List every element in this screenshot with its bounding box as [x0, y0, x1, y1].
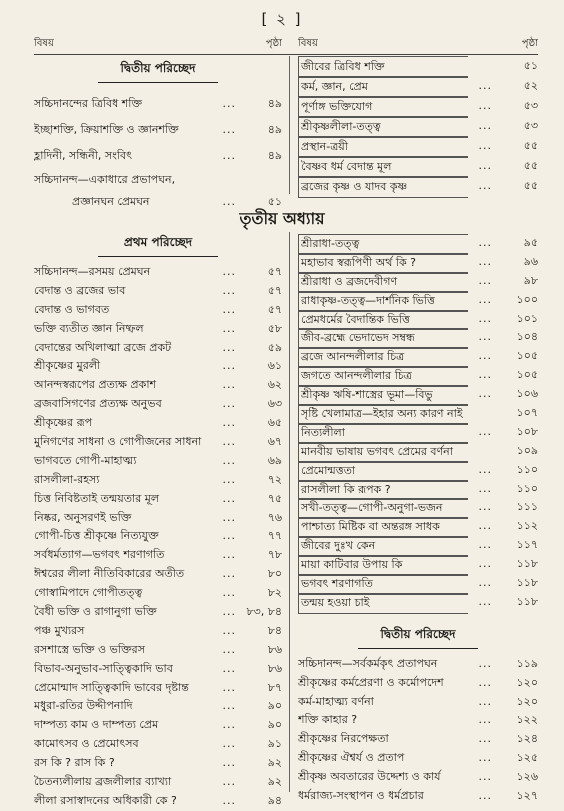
leader-dots: ... — [222, 529, 236, 543]
entry-title: জীবের ত্রিবিধ শক্তি — [298, 56, 468, 78]
entry-page: ৫৫ — [523, 179, 538, 192]
entry-title: মায়া কাটিবার উপায় কি — [298, 555, 468, 576]
entry-title: বেদান্ত ও ব্রজের ভাব — [34, 283, 126, 297]
toc-entry — [34, 143, 282, 169]
toc-entry — [298, 156, 538, 176]
leader-dots: ... — [222, 699, 236, 713]
leader-dots: ... — [222, 586, 236, 600]
entry-title: বিভাব-অনুভাব-সাত্ত্বিকাদি ভাব — [34, 661, 173, 675]
toc-entry — [298, 593, 538, 612]
entry-title: রসশাস্ত্রে ভক্তি ও ভক্তিরস — [34, 642, 145, 656]
leader-dots: ... — [478, 311, 492, 325]
entry-page: ১২০ — [516, 694, 538, 708]
entry-title: শক্তি কাহার ? — [298, 713, 358, 727]
right-subject-label: বিষয় — [298, 38, 318, 49]
toc-entry — [298, 480, 538, 499]
entry-page: ৬১ — [267, 359, 282, 373]
entry-title: শ্রীকৃষ্ণের রূপ — [34, 416, 93, 430]
chapter-title: তৃতীয় অধ্যায় — [239, 209, 325, 228]
leader-dots: ... — [222, 642, 236, 656]
leader-dots: ... — [222, 661, 236, 675]
entry-title: ভক্তি ব্যতীত জ্ঞান নিষ্ফল — [34, 321, 144, 335]
entry-title: প্রস্থান-ত্রয়ী — [298, 136, 468, 158]
entry-page: ১২৪ — [516, 732, 538, 746]
entry-title: বৈষ্ণব ধর্ম বেদান্ত মূল — [298, 156, 468, 178]
toc-entry — [34, 622, 282, 641]
entry-page: ১২২ — [516, 713, 538, 727]
entry-title: প্রেমোন্মত্ততা — [298, 461, 468, 482]
toc-entry — [34, 395, 282, 414]
toc-entry — [34, 546, 282, 565]
entry-page: ৫২ — [523, 79, 538, 92]
leader-dots: ... — [222, 793, 236, 807]
leader-dots: ... — [222, 605, 236, 619]
entry-page: ১১২ — [516, 519, 538, 533]
entry-page: ৫৫ — [523, 139, 538, 152]
entry-page: ৬৫ — [267, 416, 282, 430]
entry-title: গোস্বামিপাদে গোপীতত্ত্ব — [34, 586, 143, 600]
toc-entry — [34, 641, 282, 660]
leader-dots: ... — [478, 79, 492, 92]
toc-entry — [34, 792, 282, 811]
entry-title: গোপী-চিত্ত শ্রীকৃষ্ণে নিত্যযুক্ত — [34, 529, 159, 543]
leader-dots: ... — [222, 378, 236, 392]
page-number: [ ২ ] — [261, 10, 303, 28]
toc-entry — [298, 555, 538, 574]
entry-page: ৯২ — [267, 756, 282, 770]
entry-title: পাশ্চাত্য মিষ্টিক বা অন্তরঙ্গ সাধক — [298, 517, 468, 538]
entry-title: মানবীয় ভাষায় ভগবৎ প্রেমের বর্ণনা — [298, 442, 468, 463]
leader-dots: ... — [478, 368, 492, 382]
entry-title: সচ্চিদানন্দের ত্রিবিধ শক্তি — [34, 97, 143, 110]
entry-title: ব্রজে আনন্দলীলার চিত্র — [298, 347, 468, 368]
leader-dots: ... — [222, 680, 236, 694]
entry-title: সর্বধর্মত্যাগ—ভগবৎ শরণাগতি — [34, 548, 165, 562]
entry-title: জগতে আনন্দলীলার চিত্র — [298, 366, 468, 387]
leader-dots: ... — [478, 770, 492, 784]
entry-title: বৈধী ভক্তি ও রাগানুগা ভক্তি — [34, 605, 157, 619]
entry-title: প্রজ্ঞানঘন প্রেমঘন — [72, 195, 150, 208]
leader-dots: ... — [478, 789, 492, 803]
toc-entry — [34, 263, 282, 282]
leader-dots: ... — [222, 149, 236, 162]
toc-entry — [34, 754, 282, 773]
entry-title: শ্রীকৃষ্ণের ঐশ্বর্য ও প্রতাপ — [298, 751, 405, 765]
entry-title: রাসলীলা-রহস্য — [34, 472, 100, 486]
entry-page: ৫৩ — [523, 99, 538, 112]
toc-entry — [298, 517, 538, 536]
entry-page: ৫৭ — [267, 302, 282, 316]
toc-entry — [298, 328, 538, 347]
leader-dots: ... — [222, 123, 236, 136]
leader-dots: ... — [478, 139, 492, 152]
toc-entry — [298, 768, 538, 787]
leader-dots: ... — [222, 718, 236, 732]
leader-dots: ... — [478, 349, 492, 363]
toc-entry — [34, 584, 282, 603]
toc-entry — [298, 176, 538, 196]
section-heading: দ্বিতীয় পরিচ্ছেদ — [98, 60, 218, 83]
leader-dots: ... — [478, 292, 492, 306]
entry-page: ৯০ — [267, 718, 282, 732]
leader-dots: ... — [222, 340, 236, 354]
toc-entry — [34, 301, 282, 320]
entry-title: মুনিগণের সাধনা ও গোপীজনের সাধনা — [34, 435, 202, 449]
entry-title: ব্রজের কৃষ্ণ ও যাদব কৃষ্ণ — [298, 176, 468, 198]
entry-page: ১০৬ — [516, 387, 538, 401]
leader-dots: ... — [222, 283, 236, 297]
right-column-header — [298, 36, 538, 50]
toc-entry — [298, 253, 538, 272]
leader-dots: ... — [478, 576, 492, 590]
entry-page: ৪৯ — [267, 149, 282, 162]
leader-dots: ... — [222, 737, 236, 751]
entry-title: দাম্পত্য কাম ও দাম্পত্য প্রেম — [34, 718, 159, 732]
entry-page: ৭৮ — [267, 548, 282, 562]
toc-entry — [298, 787, 538, 806]
entry-page: ১১১ — [516, 500, 538, 514]
entry-page: ৬২ — [267, 378, 282, 392]
entry-page: ৪৯ — [267, 97, 282, 110]
toc-entry — [298, 234, 538, 253]
entry-page: ১০৭ — [516, 406, 538, 420]
entry-title: ব্রজবাসিগণের প্রত্যক্ষ অনুভব — [34, 397, 162, 411]
entry-page: ৫৮ — [267, 321, 282, 335]
leader-dots: ... — [478, 387, 492, 401]
entry-title: ইচ্ছাশক্তি, ক্রিয়াশক্তি ও জ্ঞানশক্তি — [34, 123, 179, 136]
leader-dots: ... — [478, 751, 492, 765]
entry-page: ১০৫ — [516, 368, 538, 382]
toc-entry — [298, 749, 538, 768]
leader-dots: ... — [222, 510, 236, 524]
toc-entry — [34, 679, 282, 698]
entry-title: নিষ্কর, অনুসরণই ভক্তি — [34, 510, 132, 524]
entry-title: সচ্চিদানন্দ—সর্বকর্মকৃৎ প্রতাপঘন — [298, 656, 438, 670]
toc-entry — [298, 442, 538, 461]
leader-dots: ... — [478, 99, 492, 112]
toc-entry — [298, 655, 538, 674]
entry-page: ৫৭ — [267, 265, 282, 278]
leader-dots: ... — [478, 713, 492, 727]
toc-entry — [34, 414, 282, 433]
right-bottom-entries-2 — [298, 655, 538, 806]
leader-dots: ... — [222, 435, 236, 449]
toc-entry — [298, 711, 538, 730]
toc-entry — [298, 291, 538, 310]
entry-page: ৯৫ — [523, 236, 538, 249]
entry-page: ৫৯ — [267, 340, 282, 354]
leader-dots: ... — [478, 557, 492, 571]
entry-title: শ্রীকৃষ্ণ অবতারের উদ্দেশ্য ও কার্য — [298, 770, 441, 784]
toc-entry — [298, 423, 538, 442]
toc-entry — [298, 385, 538, 404]
entry-page: ১২৫ — [516, 751, 538, 765]
toc-entry — [34, 433, 282, 452]
left-top-section — [34, 60, 282, 213]
leader-dots: ... — [222, 472, 236, 486]
entry-title: রাসলীলা কি রূপক ? — [298, 480, 468, 501]
entry-page: ১০৪ — [516, 330, 538, 344]
header-divider — [34, 54, 538, 55]
toc-entry — [298, 136, 538, 156]
entry-title: সচ্চিদানন্দ—একাধারে প্রভাপঘন, — [34, 173, 176, 186]
entry-page: ৮৬ — [267, 661, 282, 675]
toc-entry — [34, 660, 282, 679]
toc-entry — [298, 96, 538, 116]
entry-title: সচ্চিদানন্দ—রসময় প্রেমঘন — [34, 265, 151, 278]
entry-page: ১১৮ — [516, 594, 538, 608]
toc-entry — [298, 574, 538, 593]
entry-page: ৯১ — [267, 737, 282, 751]
entry-page: ১২৭ — [516, 789, 538, 803]
toc-entry — [34, 527, 282, 546]
entry-page: ৭৫ — [267, 491, 282, 505]
leader-dots: ... — [478, 538, 492, 552]
toc-entry — [298, 76, 538, 96]
leader-dots: ... — [478, 481, 492, 495]
leader-dots: ... — [222, 265, 236, 278]
leader-dots: ... — [478, 273, 492, 287]
leader-dots: ... — [222, 775, 236, 789]
leader-dots: ... — [478, 179, 492, 192]
entry-title: চৈতন্যলীলায় ব্রজলীলার ব্যাখ্যা — [34, 775, 172, 789]
entry-title: রস কি ? রাস কি ? — [34, 756, 115, 770]
entry-page: ১০৫ — [516, 349, 538, 363]
entry-title: আনন্দস্বরূপের প্রত্যক্ষ প্রকাশ — [34, 378, 157, 392]
right-page-label: পৃষ্ঠা — [521, 38, 538, 49]
leader-dots: ... — [222, 567, 236, 581]
entry-title: লীলা রসাস্বাদনের অধিকারী কে ? — [34, 793, 177, 807]
toc-entry — [34, 117, 282, 143]
entry-page: ১১৯ — [516, 656, 538, 670]
toc-entry — [34, 320, 282, 339]
entry-title: শ্রীকৃষ্ণ ঋষি-শাস্ত্রের ভূমা—বিভু — [298, 385, 468, 406]
entry-page: ১১৮ — [516, 557, 538, 571]
entry-title: শ্রীকৃষ্ণের কর্মপ্রেরণা ও কর্মোপদেশ — [298, 675, 444, 689]
toc-entry — [34, 357, 282, 376]
right-bottom-entries-1 — [298, 234, 538, 612]
toc-entry — [298, 310, 538, 329]
entry-page: ৮২ — [267, 586, 282, 600]
entry-title: পঞ্চ মুখ্যরস — [34, 623, 85, 637]
entry-page: ১০১ — [516, 311, 538, 325]
leader-dots: ... — [222, 321, 236, 335]
leader-dots: ... — [478, 119, 492, 132]
toc-entry — [298, 272, 538, 291]
entry-title: মধুরা-রতির উদ্দীপনাদি — [34, 699, 133, 713]
toc-entry — [34, 735, 282, 754]
entry-page: ৭৭ — [267, 529, 282, 543]
section-heading: দ্বিতীয় পরিচ্ছেদ — [358, 626, 478, 649]
leader-dots: ... — [478, 519, 492, 533]
toc-entry — [34, 697, 282, 716]
leader-dots: ... — [478, 330, 492, 344]
entry-title: ধর্মরাজ্য-সংস্থাপন ও ধর্মপ্রচার — [298, 789, 424, 803]
toc-entry — [34, 509, 282, 528]
entry-page: ৮৪ — [267, 623, 282, 637]
entry-title: ঈশ্বরের লীলা নীতিবিকারের অতীত — [34, 567, 185, 581]
toc-entry — [298, 366, 538, 385]
toc-entry — [34, 282, 282, 301]
leader-dots: ... — [478, 236, 492, 249]
toc-entry — [298, 674, 538, 693]
toc-entry — [34, 376, 282, 395]
entry-page: ৯০ — [267, 699, 282, 713]
leader-dots: ... — [478, 254, 492, 268]
entry-title: কর্ম-মাহাত্ম্য বর্ণনা — [298, 694, 374, 708]
entry-title: বেদান্তের অখিলাত্মা ব্রজে প্রকট — [34, 340, 172, 354]
entry-page: ৫৩ — [523, 119, 538, 132]
entry-title: নিত্যলীলা — [298, 423, 468, 444]
leader-dots: ... — [222, 491, 236, 505]
toc-entry — [34, 339, 282, 358]
entry-title: শ্রীকৃষ্ণের নিরপেক্ষতা — [298, 732, 389, 746]
entry-title: সৃষ্টি খেলামাত্র—ইহার অন্য কারণ নাই — [298, 404, 468, 425]
entry-title: তন্ময় হওয়া চাই — [298, 593, 468, 614]
entry-page: ১২০ — [516, 675, 538, 689]
entry-page: ৯২ — [267, 775, 282, 789]
toc-entry — [298, 116, 538, 136]
entry-title: রাধাকৃষ্ণ-তত্ত্ব—দার্শনিক ভিত্তি — [298, 291, 468, 312]
entry-page: ৪৯ — [267, 123, 282, 136]
left-page-label: পৃষ্ঠা — [265, 38, 282, 49]
leader-dots: ... — [478, 694, 492, 708]
toc-entry — [298, 56, 538, 76]
entry-page: ১১৭ — [516, 538, 538, 552]
leader-dots: ... — [222, 623, 236, 637]
leader-dots: ... — [478, 159, 492, 172]
column-divider-bottom — [289, 232, 290, 792]
entry-title: জীব-ব্রহ্মে ভেদাভেদ সম্বন্ধ — [298, 328, 468, 349]
toc-entry — [298, 347, 538, 366]
entry-title: হ্লাদিনী, সন্ধিনী, সংবিৎ — [34, 149, 132, 162]
leader-dots: ... — [478, 675, 492, 689]
toc-entry — [34, 91, 282, 117]
entry-page: ১১০ — [516, 481, 538, 495]
leader-dots: ... — [222, 548, 236, 562]
entry-title: কর্ম, জ্ঞান, প্রেম — [298, 76, 468, 98]
toc-entry — [298, 536, 538, 555]
toc-entry — [34, 452, 282, 471]
entry-title: শ্রীরাধা-তত্ত্ব — [298, 234, 468, 255]
entry-title: প্রেমধর্মের বৈদান্তিক ভিত্তি — [298, 310, 468, 331]
entry-title: শ্রীকৃষ্ণলীলা-তত্ত্ব — [298, 116, 468, 138]
leader-dots: ... — [478, 424, 492, 438]
entry-page: ১০০ — [516, 292, 538, 306]
leader-dots: ... — [222, 359, 236, 373]
leader-dots: ... — [478, 732, 492, 746]
left-subject-label: বিষয় — [34, 38, 54, 49]
section-heading: প্রথম পরিচ্ছেদ — [98, 234, 218, 257]
entry-title: জীবের দুঃখ কেন — [298, 536, 468, 557]
entry-title: সখী-তত্ত্ব—গোপী-অনুগা-ভজন — [298, 498, 468, 519]
entry-page: ৯৪ — [267, 793, 282, 807]
toc-entry — [34, 490, 282, 509]
left-bottom-section — [34, 234, 282, 811]
entry-page: ৫৫ — [523, 159, 538, 172]
entry-page: ৯৮ — [523, 273, 538, 287]
entry-page: ৭৬ — [267, 510, 282, 524]
entry-page: ৬৯ — [267, 453, 282, 467]
entry-title: চিত্ত নিবিষ্টতাই তন্ময়তার মূল — [34, 491, 160, 505]
column-divider-top — [289, 56, 290, 194]
entry-page: ৮৬ — [267, 642, 282, 656]
toc-entry — [34, 169, 282, 191]
toc-entry — [34, 603, 282, 622]
toc-entry — [298, 730, 538, 749]
toc-entry — [34, 716, 282, 735]
entry-page: ৬৩ — [267, 397, 282, 411]
leader-dots: ... — [222, 97, 236, 110]
toc-entry — [34, 773, 282, 792]
toc-entry — [34, 471, 282, 490]
entry-title: শ্রীরাধা ও ব্রজদেবীগণ — [298, 272, 468, 293]
entry-page: ৫৭ — [267, 283, 282, 297]
entry-title: শ্রীকৃষ্ণের মুরলী — [34, 359, 101, 373]
entry-page: ৬৭ — [267, 435, 282, 449]
entry-page: ৮৭ — [267, 680, 282, 694]
toc-entry — [298, 498, 538, 517]
leader-dots: ... — [222, 756, 236, 770]
entry-page: ১০৮ — [516, 424, 538, 438]
leader-dots: ... — [222, 302, 236, 316]
entry-page: ৭২ — [267, 472, 282, 486]
entry-page: ৫১ — [267, 195, 282, 208]
leader-dots: ... — [478, 500, 492, 514]
leader-dots: ... — [222, 195, 236, 208]
entry-title: পূর্ণাঙ্গ ভক্তিযোগ — [298, 96, 468, 118]
leader-dots: ... — [222, 453, 236, 467]
entry-title: প্রেমোন্মাদ সাত্ত্বিকাদি ভাবের দৃষ্টান্ত — [34, 680, 189, 694]
leader-dots: ... — [222, 416, 236, 430]
entry-title: বেদান্ত ও ভাগবত — [34, 302, 110, 316]
toc-entry — [298, 693, 538, 712]
leader-dots: ... — [478, 656, 492, 670]
right-bottom-section — [298, 234, 538, 806]
toc-entry — [34, 565, 282, 584]
entry-title: ভগবৎ শরণাগতি — [298, 574, 468, 595]
leader-dots: ... — [478, 462, 492, 476]
leader-dots: ... — [222, 397, 236, 411]
entry-title: ভাগবতে গোপী-মাহাত্ম্য — [34, 453, 137, 467]
entry-page: ১০৯ — [516, 443, 538, 457]
entry-page: ৮৩, ৮৪ — [246, 605, 282, 619]
left-column-header — [34, 36, 282, 50]
entry-title: মহাভাব স্বরূপিণী অর্থ কি ? — [298, 253, 468, 274]
right-top-section — [298, 56, 538, 196]
entry-page: ১১৮ — [516, 576, 538, 590]
leader-dots: ... — [478, 594, 492, 608]
entry-page: ৫১ — [523, 59, 538, 72]
entry-page: ৯৬ — [523, 254, 538, 268]
entry-page: ১২৬ — [516, 770, 538, 784]
entry-page: ৮০ — [267, 567, 282, 581]
toc-entry — [298, 461, 538, 480]
entry-title: কামোৎসব ও প্রেমোৎসব — [34, 737, 139, 751]
left-bottom-entries — [34, 263, 282, 811]
entry-page: ১১০ — [516, 462, 538, 476]
toc-entry — [298, 404, 538, 423]
